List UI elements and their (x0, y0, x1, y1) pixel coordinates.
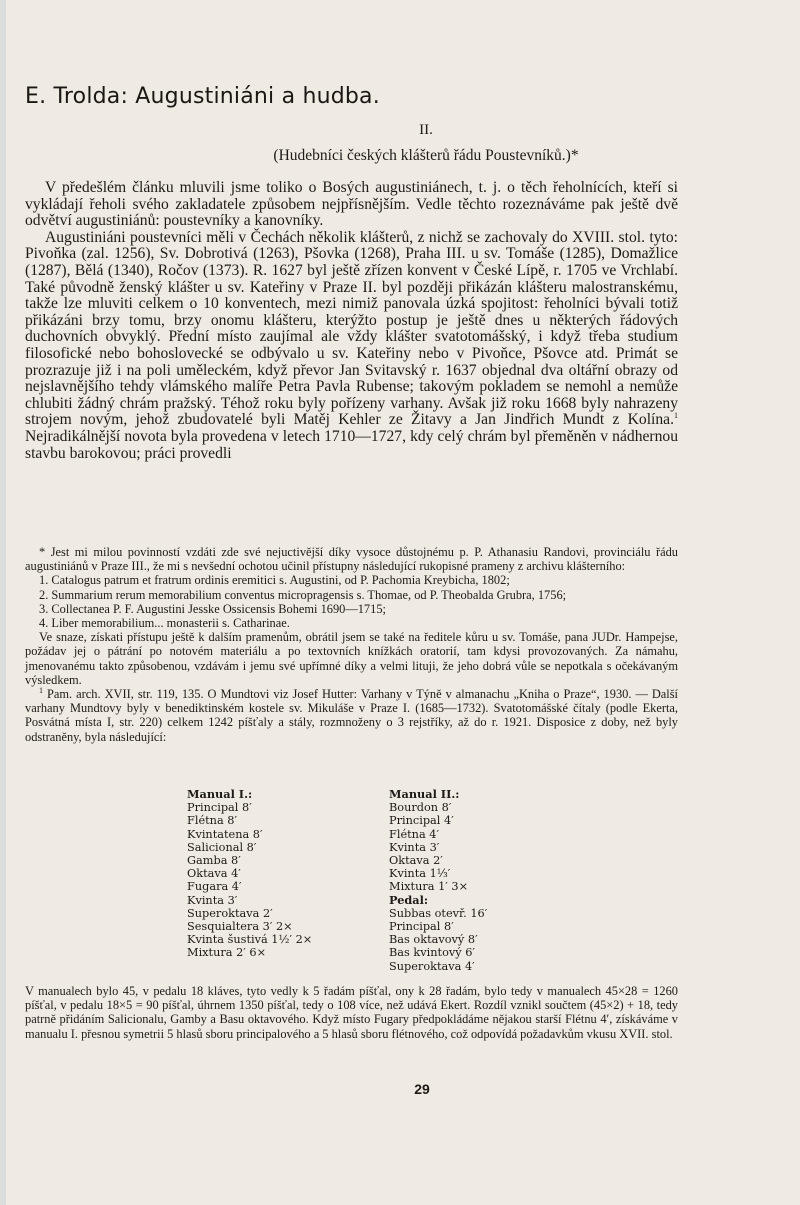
stop: Superoktava 2′ (187, 906, 273, 920)
paragraph (25, 230, 678, 462)
stop: Salicional 8′ (187, 840, 257, 854)
manual-1-column (187, 788, 387, 960)
stop: Superoktava 4′ (389, 959, 475, 973)
stop: Sesquialtera 3′ 2× (187, 920, 293, 934)
stop: Oktava 4′ (187, 867, 241, 881)
section-number: II. (419, 122, 433, 138)
stop: Flétna 4′ (389, 827, 440, 841)
stop: Principal 8′ (187, 801, 252, 815)
stop: Kvinta šustivá 1½′ 2× (187, 933, 313, 947)
manual-2-heading: Manual II.: (389, 787, 460, 801)
stop: Principal 4′ (389, 814, 454, 828)
source-item: 3. Collectanea P. F. Augustini Jesske Ossicensis Bohemi 1690—1715; (39, 601, 386, 616)
stop: Bas kvintový 6′ (389, 946, 475, 960)
stop: Kvinta 3′ (389, 840, 440, 854)
closing-text (25, 984, 678, 1041)
footnote-1 (25, 687, 678, 744)
stop: Kvinta 3′ (187, 893, 238, 907)
main-text (25, 180, 678, 462)
footnote-1-text: Pam. arch. XVII, str. 119, 135. O Mundtovi viz Josef Hutter: Varhany v Týně v almanachu „Kniha o Praze“, 1930. — Další varhany Mundtovy byly v benediktinském kostele sv. Mikuláše v Praze I. (1685—1732). Svatotomášské čítaly (podle Ekerta, Posvátná místa I, str. 220) celkem 1242 píšťaly a stály, rozmnoženy o 3 rejstříky, až do r. 1921. Disposice z doby, než byly odstraněny, byla následující: (25, 687, 678, 744)
stop: Fugara 4′ (187, 880, 242, 894)
source-item: 2. Summarium rerum memorabilium conventus micropragensis s. Thomae, od P. Theobalda Grubra, 1756; (39, 587, 567, 602)
manual-2-column (389, 788, 589, 973)
stop: Principal 8′ (389, 920, 454, 934)
article-title: E. Trolda: Augustiniáni a hudba. (25, 84, 380, 109)
stop: Bas oktavový 8′ (389, 933, 478, 947)
stop: Subbas otevř. 16′ (389, 906, 488, 920)
source-item: 1. Catalogus patrum et fratrum ordinis eremitici s. Augustini, od P. Pachomia Kreybicha, 1802; (39, 573, 510, 588)
footnotes (25, 545, 678, 744)
footnote-ref: 1 (674, 411, 678, 421)
stop: Mixtura 2′ 6× (187, 946, 267, 960)
source-item: 4. Liber memorabilium... monasterii s. Catharinae. (39, 616, 290, 631)
section-subtitle: (Hudebníci českých klášterů řádu Poustevníků.)* (273, 147, 579, 164)
closing-paragraph: V manualech bylo 45, v pedalu 18 kláves, tyto vedly k 5 řadám píšťal, ony k 28 řadám, bylo tedy v manualech 45×28 = 1260 píšťal, v pedalu 18×5 = 90 píšťal, úhrnem 1350 píšťal, tedy o 108 více, než udává Ekert. Rozdíl vznikl součtem (45×2) + 18, tedy patrně přidáním Salicionalu, Gamby a Basu oktavového. Když místo Fugary předpokládáme nějakou starší Flétnu 4′, získáváme v manualu I. přesnou symetrii 5 hlasů sboru principalového a 5 hlasů sboru flétnového, což odpovídá požadavkům vkusu XVII. stol. (25, 984, 678, 1041)
stop: Flétna 8′ (187, 814, 238, 828)
paragraph-text: Augustiniáni poustevníci měli v Čechách několik klášterů, z nichž se zachovaly do XVIII. stol. tyto: Pivoňka (zal. 1256), Sv. Dobrotivá (1263), Pšovka (1268), Praha III. u sv. Tomáše (1285), Domažlice (1287), Bělá (1340), Ročov (1373). R. 1627 byl ještě zřízen konvent v České Lípě, r. 1705 ve Vrchlabí. Také původně ženský klášter u sv. Kateřiny v Praze II. byl později přikázán klášteru malostranskému, takže lze mluviti celkem o 10 konventech, mezi nimiž panovala úzká spojitost: řeholníci bývali totiž přikázáni brzy tomu, brzy onomu klášteru, kterýžto postup je ještě dnes u některých řádových duchovních obvyklý. Přední místo zaujímal ale vždy klášter svatotomášský, i když třeba studium filosofické nebo bohoslovecké se odbývalo u sv. Kateřiny nebo v Pivoňce, Pšovce atd. Primát se prozrazuje již i na poli uměleckém, když převor Jan Svitavský r. 1637 objednal dva oltářní obrazy od nejslavnějšího tehdy vlámského malíře Petra Pavla Rubense; takovým pokladem se nemohl a nemůže chlubiti žádný chrám pražský. Téhož roku byly pořízeny varhany. Avšak již roku 1668 byly nahrazeny strojem novým, jehož zbudovatelé byli Matěj Kehler ze Žitavy a Jan Jindřich Mundt z Kolína. (25, 228, 678, 429)
stop: Oktava 2′ (389, 854, 443, 868)
page-number: 29 (414, 1081, 430, 1097)
stop: Bourdon 8′ (389, 801, 452, 815)
manual-1-heading: Manual I.: (187, 787, 253, 801)
footnote-star: * Jest mi milou povinností vzdáti zde své nejuctivější díky vysoce důstojnému p. P. Athanasiu Randovi, provinciálu řádu augustiniánů v Praze III., že mi s nevšední ochotou učinil přístupny následující rukopisné prameny z archivu klášterního: (25, 545, 678, 574)
stop: Mixtura 1′ 3× (389, 880, 469, 894)
pedal-heading: Pedal: (389, 892, 429, 907)
stop: Kvinta 1⅓′ (389, 867, 451, 881)
paragraph-text: Nejradikálnější novota byla provedena v letech 1710—1727, kdy celý chrám byl přeměněn v nádhernou stavbu barokovou; práci provedli (25, 427, 678, 462)
footnote-marker: 1 (39, 685, 43, 695)
stop: Kvintatena 8′ (187, 827, 263, 841)
stop: Gamba 8′ (187, 854, 241, 868)
paragraph: V předešlém článku mluvili jsme toliko o Bosých augustiniánech, t. j. o těch řeholnících, kteří si vykládají řeholi svého zakladatele způsobem nejpřísnějším. Vedle těchto rozeznáváme pak ještě dvě odvětví augustiniánů: poustevníky a kanovníky. (25, 179, 678, 230)
footnote-thanks: Ve snaze, získati přístupu ještě k dalším pramenům, obrátil jsem se také na ředitele kůru u sv. Tomáše, pana JUDr. Hampejse, požádav jej o pátrání po notovém materiálu a po textovních knížkách oratorií, tam kdysi provozovaných. Za námahu, jmenovanému takto způsobenou, vzdávám i jemu své upřímné díky a velmi lituji, že jeho dobrá vůle se nepotkala s očekávaným výsledkem. (25, 630, 678, 687)
